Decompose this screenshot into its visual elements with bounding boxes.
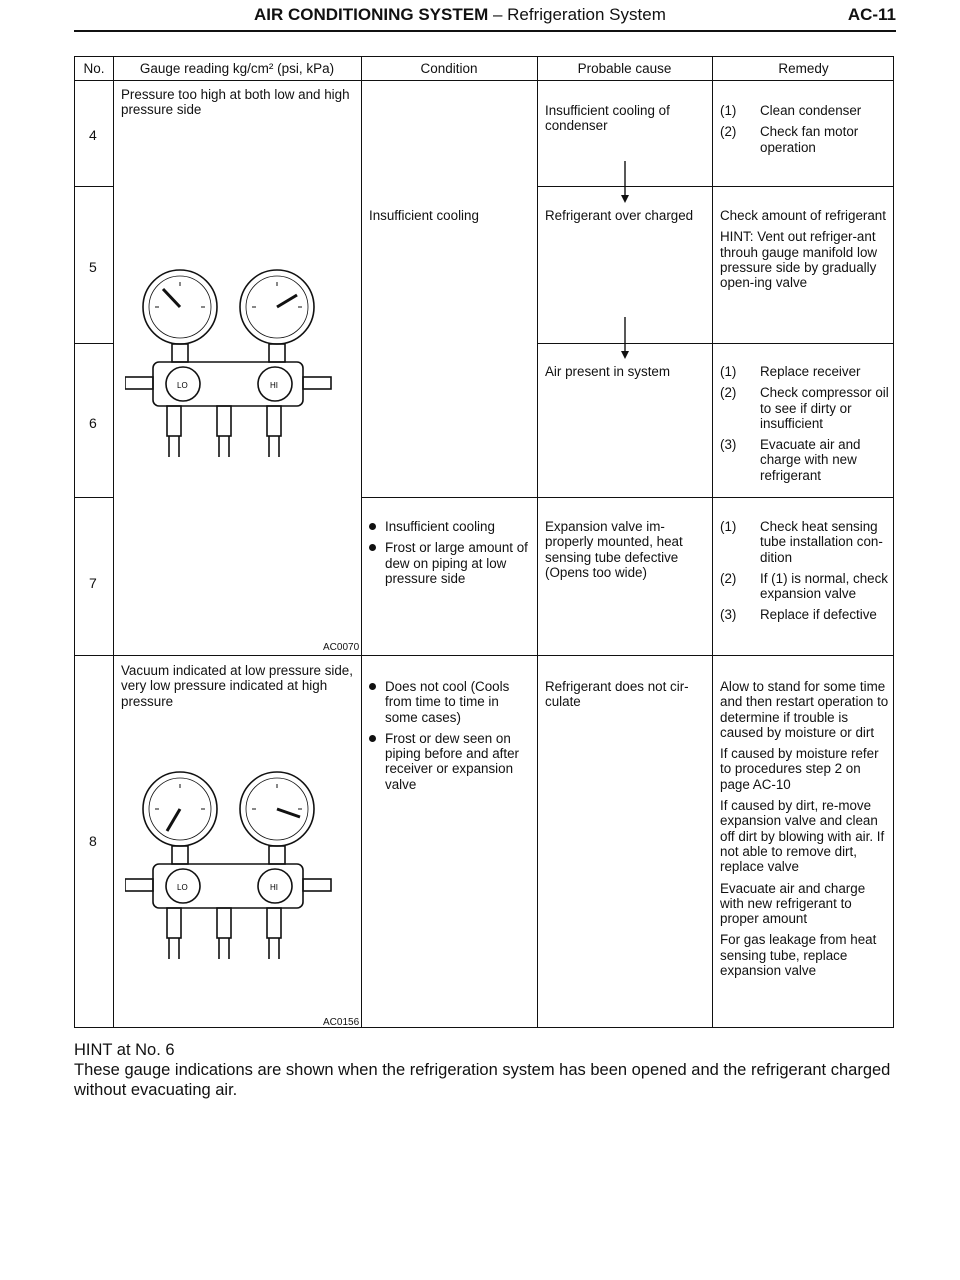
col-divider [537, 57, 538, 1027]
row-divider [537, 186, 893, 187]
remedy-item [720, 437, 890, 483]
remedy-text: Check heat sensing tube installation con-dition [760, 519, 883, 565]
remedy-index: (3) [720, 607, 737, 623]
remedy-row-6 [720, 364, 890, 489]
remedy-text: Alow to stand for some time and then restart operation to determine if trouble is caused by moisture or dirt [720, 679, 889, 740]
row-divider [537, 343, 893, 344]
hi-label: HI [270, 883, 278, 892]
header-gauge: Gauge reading kg/cm² (psi, kPa) [139, 61, 335, 76]
remedy-item [720, 519, 892, 565]
remedy-text: If caused by moisture refer to procedures step 2 on page AC-10 [720, 746, 879, 792]
page-title [254, 5, 666, 25]
remedy-row-5 [720, 208, 890, 296]
row-number: 6 [89, 415, 97, 431]
down-arrow-icon [615, 161, 635, 205]
remedy-index: (1) [720, 519, 737, 534]
row-number: 5 [89, 259, 97, 275]
remedy-hint: HINT: Vent out refriger-ant throuh gauge manifold low pressure side by gradually open-ing valve [720, 229, 878, 291]
cause-row-7: Expansion valve im-properly mounted, heat sensing tube defective (Opens too wide) [545, 519, 683, 580]
condition-item: Frost or large amount of dew on piping at low pressure side [367, 540, 535, 586]
remedy-text: If caused by dirt, re-move expansion valve and clean off dirt by blowing with air. If not able to remove dirt, replace valve [720, 798, 885, 875]
remedy-text: Replace receiver [760, 364, 861, 379]
remedy-item [720, 607, 892, 622]
lo-label: LO [177, 883, 188, 892]
remedy-index: (1) [720, 103, 737, 118]
header-remedy: Remedy [778, 61, 829, 76]
header-divider [75, 80, 893, 81]
condition-item: Insufficient cooling [367, 519, 535, 534]
troubleshooting-table [74, 56, 894, 1028]
hi-label: HI [270, 381, 278, 390]
remedy-index: (2) [720, 124, 737, 140]
figure-code: AC0156 [323, 1017, 360, 1028]
cause-row-5: Refrigerant over charged [545, 208, 694, 223]
gauge-reading-high: Pressure too high at both low and high pressure side [121, 87, 350, 118]
remedy-row-7 [720, 519, 892, 629]
row-divider [75, 655, 893, 656]
page-header [74, 0, 896, 30]
remedy-item [720, 364, 890, 379]
footnote [74, 1040, 904, 1100]
footnote-title: HINT at No. 6 [74, 1041, 175, 1059]
footnote-text: These gauge indications are shown when the refrigeration system has been opened and the refrigerant charged without evacuating air. [74, 1061, 891, 1099]
row-number: 8 [89, 833, 97, 849]
remedy-index: (2) [720, 570, 737, 586]
page-number: AC-11 [847, 5, 896, 24]
row-divider [361, 497, 893, 498]
remedy-index: (3) [720, 437, 737, 453]
condition-item: Does not cool (Cools from time to time in some cases) [367, 679, 535, 725]
lo-label: LO [177, 381, 188, 390]
col-divider [361, 57, 362, 1027]
remedy-index: (1) [720, 364, 737, 379]
remedy-row-8 [720, 679, 890, 984]
cause-row-6: Air present in system [545, 364, 671, 379]
row-divider [75, 497, 113, 498]
remedy-item [720, 385, 890, 431]
remedy-text: Evacuate air and charge with new refrigerant to proper amount [720, 880, 866, 927]
row-divider [75, 343, 113, 344]
cause-row-4: Insufficient cooling of condenser [545, 103, 670, 134]
remedy-item [720, 571, 892, 602]
remedy-text: Check compressor oil to see if dirty or insufficient [760, 385, 889, 431]
remedy-item [720, 124, 890, 155]
gauge-manifold-illustration-high [125, 267, 335, 467]
remedy-row-4 [720, 103, 890, 161]
remedy-text: Check amount of refrigerant [720, 208, 886, 223]
figure-code: AC0070 [323, 642, 360, 653]
row-number: 4 [89, 127, 97, 143]
remedy-index: (2) [720, 385, 737, 401]
page-title-sub: – Refrigeration System [488, 5, 666, 24]
remedy-text: Replace if defective [760, 607, 877, 623]
cause-row-8: Refrigerant does not cir-culate [545, 679, 689, 710]
condition-row-7 [367, 519, 535, 592]
page-title-main: AIR CONDITIONING SYSTEM [254, 5, 489, 24]
condition-rows-4-6: Insufficient cooling [369, 208, 479, 223]
remedy-text: Check fan motor operation [760, 124, 859, 155]
remedy-item [720, 103, 890, 118]
remedy-text: If (1) is normal, check expansion valve [760, 570, 888, 602]
condition-row-8 [367, 679, 535, 798]
remedy-text: Clean condenser [760, 103, 862, 118]
condition-item: Frost or dew seen on piping before and after receiver or expansion valve [367, 731, 535, 792]
row-number: 7 [89, 575, 97, 591]
gauge-manifold-illustration-vacuum [125, 769, 335, 969]
header-rule [74, 30, 896, 32]
header-condition: Condition [420, 61, 478, 76]
down-arrow-icon [615, 317, 635, 361]
header-no: No. [83, 61, 105, 76]
remedy-text: For gas leakage from heat sensing tube, replace expansion valve [720, 932, 877, 979]
gauge-reading-vacuum: Vacuum indicated at low pressure side, very low pressure indicated at high pressure [121, 663, 353, 709]
col-divider [113, 57, 114, 1027]
row-divider [75, 186, 113, 187]
header-cause: Probable cause [577, 61, 672, 76]
col-divider [712, 57, 713, 1027]
remedy-text: Evacuate air and charge with new refrigerant [760, 437, 861, 483]
